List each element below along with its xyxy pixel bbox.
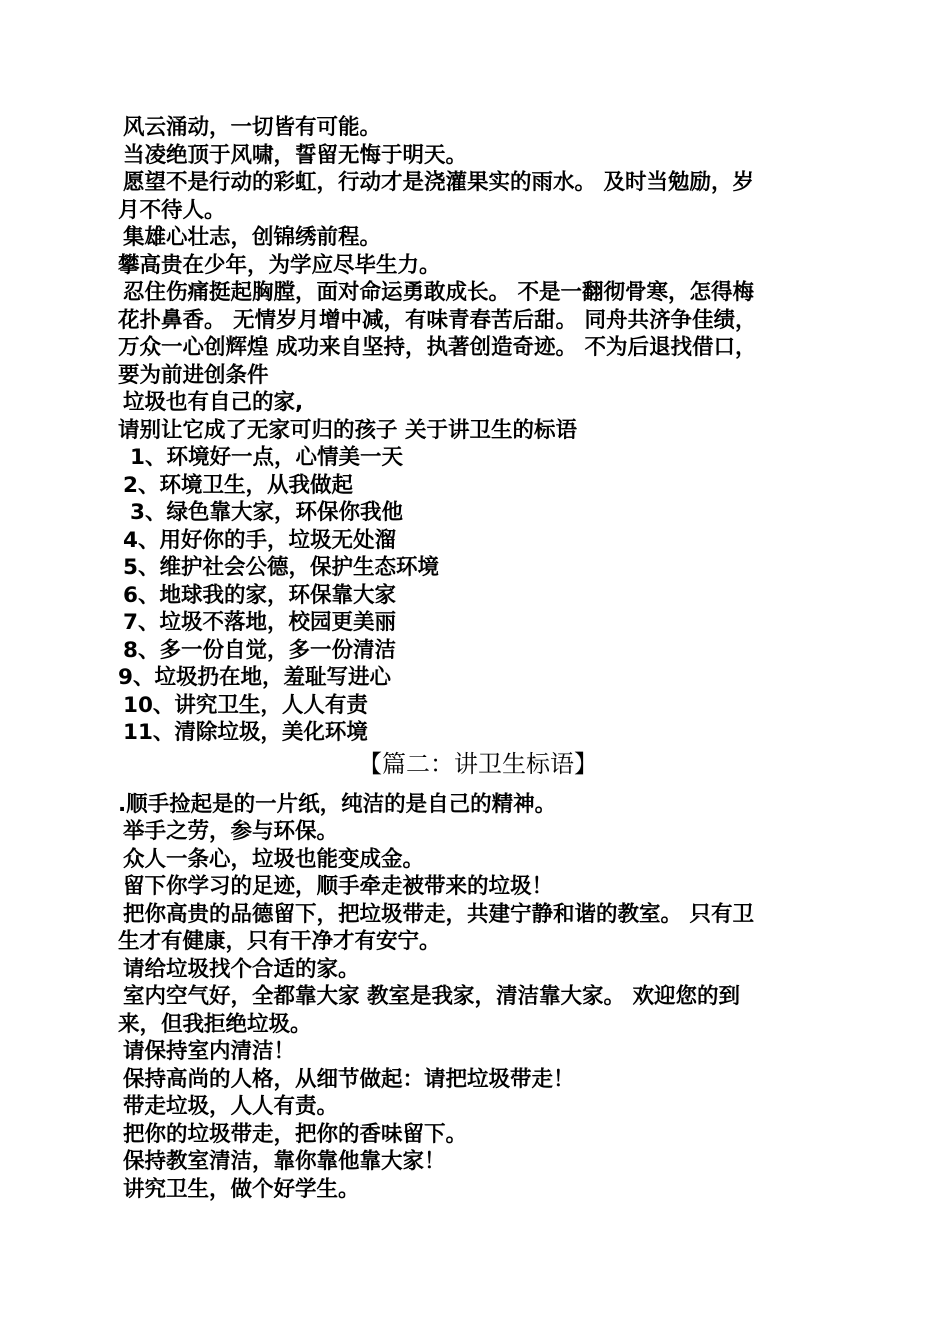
list-item: 8、多一份自觉，多一份清洁 <box>123 637 396 663</box>
text-line: 众人一条心，垃圾也能变成金。 <box>123 846 425 872</box>
text-line: 举手之劳，参与环保。 <box>123 819 339 844</box>
list-item: 2、环境卫生，从我做起 <box>123 472 353 498</box>
text-line: 带走垃圾，人人有责。 <box>123 1094 339 1119</box>
text-line: 请给垃圾找个合适的家。 <box>123 956 360 982</box>
text-line: 生才有健康，只有干净才有安宁。 <box>118 929 441 954</box>
text-line: 万众一心创辉煌 成功来自坚持，执著创造奇迹。 不为后退找借口， <box>118 335 757 360</box>
text-line: 留下你学习的足迹，顺手牵走被带来的垃圾！ <box>123 874 554 899</box>
list-item: 6、地球我的家，环保靠大家 <box>123 582 396 608</box>
text-line: 集雄心壮志，创锦绣前程。 <box>123 225 382 250</box>
text-line: 讲究卫生，做个好学生。 <box>123 1176 360 1202</box>
text-line: 月不待人。 <box>118 197 226 223</box>
text-line: 来，但我拒绝垃圾。 <box>118 1011 312 1037</box>
text-line: 垃圾也有自己的家, <box>123 390 304 415</box>
list-item: 10、讲究卫生，人人有责 <box>123 692 368 718</box>
section-title: 【篇二：讲卫生标语】 <box>358 749 598 778</box>
text-line: 忍住伤痛挺起胸膛，面对命运勇敢成长。 不是一翻彻骨寒，怎得梅 <box>123 280 754 305</box>
text-line: 风云涌动，一切皆有可能。 <box>123 115 382 140</box>
text-line: 花扑鼻香。 无情岁月增中减，有味青春苦后甜。 同舟共济争佳绩， <box>118 307 757 333</box>
document-body <box>118 114 838 1203</box>
text-line: 当凌绝顶于风啸，誓留无悔于明天。 <box>123 142 468 168</box>
text-line: 请保持室内清洁！ <box>123 1039 296 1064</box>
text-line: 请别让它成了无家可归的孩子 关于讲卫生的标语 <box>118 417 577 443</box>
text-line: 把你高贵的品德留下，把垃圾带走，共建宁静和谐的教室。 只有卫 <box>123 901 754 927</box>
list-item: 9、垃圾扔在地，羞耻写进心 <box>118 665 391 690</box>
text-line: 室内空气好，全都靠大家 教室是我家，清洁靠大家。 欢迎您的到 <box>123 984 740 1009</box>
text-line: 攀高贵在少年，为学应尽毕生力。 <box>118 252 441 278</box>
text-line: 要为前进创条件 <box>118 362 269 388</box>
text-line: 把你的垃圾带走，把你的香味留下。 <box>123 1121 468 1147</box>
list-item: 11、清除垃圾，美化环境 <box>123 720 368 745</box>
list-item: 3、绿色靠大家，环保你我他 <box>130 500 403 525</box>
list-item: 5、维护社会公德，保护生态环境 <box>123 555 439 580</box>
text-line: 愿望不是行动的彩虹，行动才是浇灌果实的雨水。 及时当勉励，岁 <box>123 170 754 195</box>
text-line: .顺手捡起是的一片纸，纯洁的是自己的精神。 <box>118 791 557 817</box>
list-item: 4、用好你的手，垃圾无处溜 <box>123 527 396 553</box>
text-line: 保持教室清洁，靠你靠他靠大家！ <box>123 1149 446 1174</box>
text-line: 保持高尚的人格，从细节做起：请把垃圾带走！ <box>123 1066 575 1092</box>
list-item: 1、环境好一点，心情美一天 <box>130 445 403 470</box>
list-item: 7、垃圾不落地，校园更美丽 <box>123 610 396 635</box>
